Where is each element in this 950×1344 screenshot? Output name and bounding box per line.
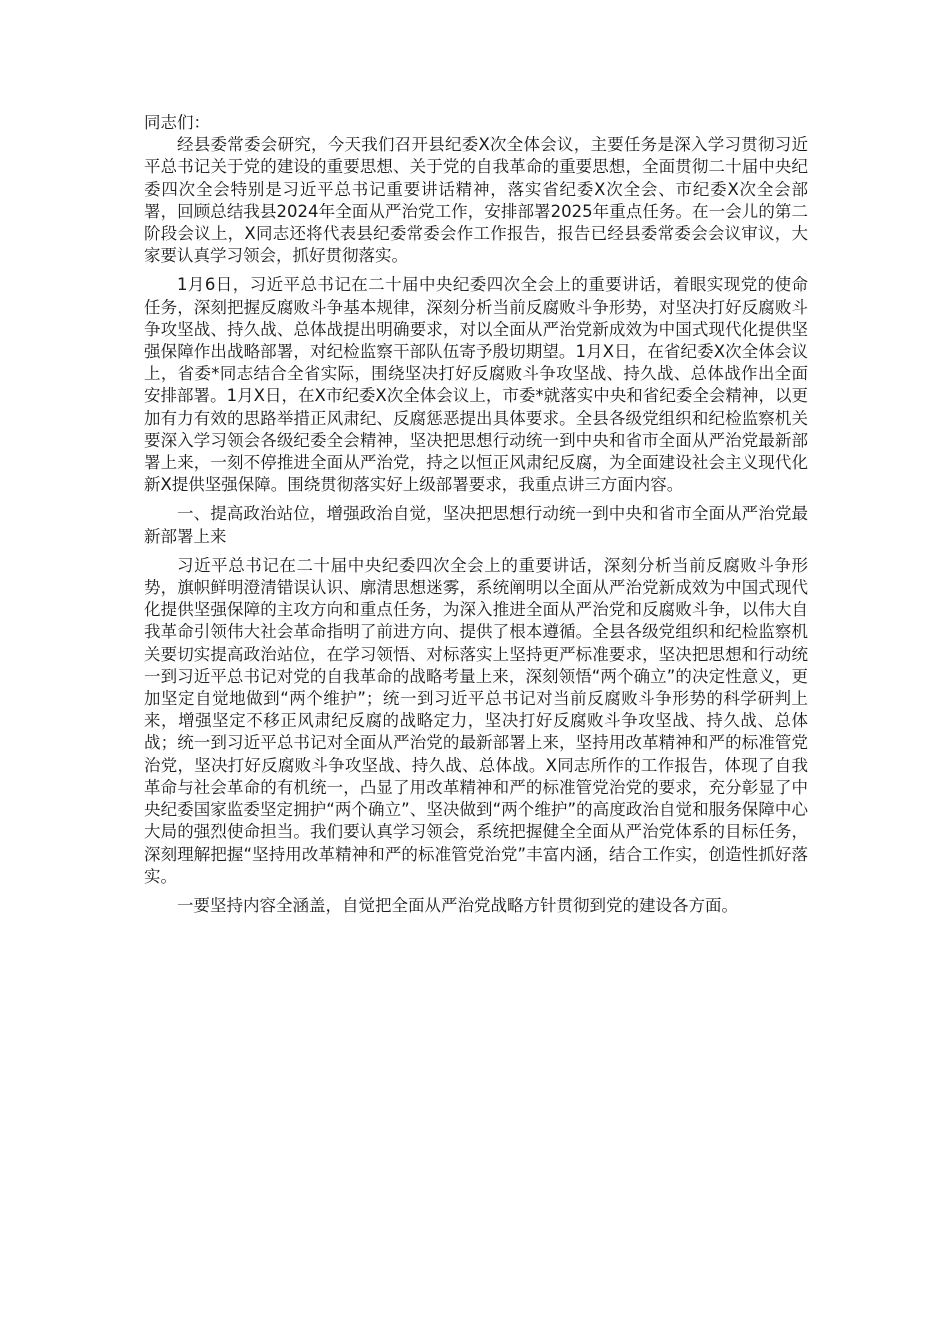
paragraph-section-1-body: 习近平总书记在二十届中央纪委四次全会上的重要讲话，深刻分析当前反腐败斗争形势，旗帜鲜明澄清错误认识、廓清思想迷雾，系统阐明以全面从严治党新成效为中国式现代化提供坚强保障的主攻方向和重点任务，为深入推进全面从严治党和反腐败斗争，以伟大自我革命引领伟大社会革命指明了前进方向、提供了根本遵循。全县各级党组织和纪检监察机关要切实提高政治站位，在学习领悟、对标落实上坚持更严标准要求，坚决把思想和行动统一到习近平总书记对党的自我革命的战略考量上来，深刻领悟“两个确立”的决定性意义，更加坚定自觉地做到“两个维护”；统一到习近平总书记对当前反腐败斗争形势的科学研判上来，增强坚定不移正风肃纪反腐的战略定力，坚决打好反腐败斗争攻坚战、持久战、总体战；统一到习近平总书记对全面从严治党的最新部署上来，坚持用改革精神和严的标准管党治党，坚决打好反腐败斗争攻坚战、持久战、总体战。X同志所作的工作报告，体现了自我革命与社会革命的有机统一，凸显了用改革精神和严的标准管党治党的要求，充分彰显了中央纪委国家监委坚定拥护“两个确立”、坚决做到“两个维护”的高度政治自觉和服务保障中心大局的强烈使命担当。我们要认真学习领会，系统把握健全全面从严治党体系的目标任务，深刻理解把握“坚持用改革精神和严的标准管党治党”丰富内涵，结合工作实，创造性抓好落实。 [144,555,808,886]
paragraph-point-1: 一要坚持内容全涵盖，自觉把全面从严治党战略方针贯彻到党的建设各方面。 [177,895,738,915]
salutation: 同志们： [144,113,210,132]
document-body [144,112,808,924]
paragraph-background: 1月6日，习近平总书记在二十届中央纪委四次全会上的重要讲话，着眼实现党的使命任务，深刻把握反腐败斗争基本规律，深刻分析当前反腐败斗争形势，对坚决打好反腐败斗争攻坚战、持久战、总体战提出明确要求，对以全面从严治党新成效为中国式现代化提供坚强保障作出战略部署，对纪检监察干部队伍寄予殷切期望。1月X日，在省纪委X次全体会议上，省委*同志结合全省实际，围绕坚决打好反腐败斗争攻坚战、持久战、总体战作出全面安排部署。1月X日，在X市纪委X次全体会议上，市委*就落实中央和省纪委全会精神，以更加有力有效的思路举措正风肃纪、反腐惩恶提出具体要求。全县各级党组织和纪检监察机关要深入学习领会各级纪委全会精神，坚决把思想行动统一到中央和省市全面从严治党最新部署上来，一刻不停推进全面从严治党，持之以恒正风肃纪反腐，为全面建设社会主义现代化新X提供坚强保障。围绕贯彻落实好上级部署要求，我重点讲三方面内容。 [144,275,808,495]
section-heading-1: 一、提高政治站位，增强政治自觉，坚决把思想行动统一到中央和省市全面从严治党最新部署上来 [144,504,808,546]
paragraph-intro: 经县委常委会研究，今天我们召开县纪委X次全体会议，主要任务是深入学习贯彻习近平总书记关于党的建设的重要思想、关于党的自我革命的重要思想，全面贯彻二十届中央纪委四次全会特别是习近平总书记重要讲话精神，落实省纪委X次全会、市纪委X次全会部署，回顾总结我县2024年全面从严治党工作，安排部署2025年重点任务。在一会儿的第二阶段会议上，X同志还将代表县纪委常委会作工作报告，报告已经县委常委会会议审议，大家要认真学习领会，抓好贯彻落实。 [144,135,808,266]
